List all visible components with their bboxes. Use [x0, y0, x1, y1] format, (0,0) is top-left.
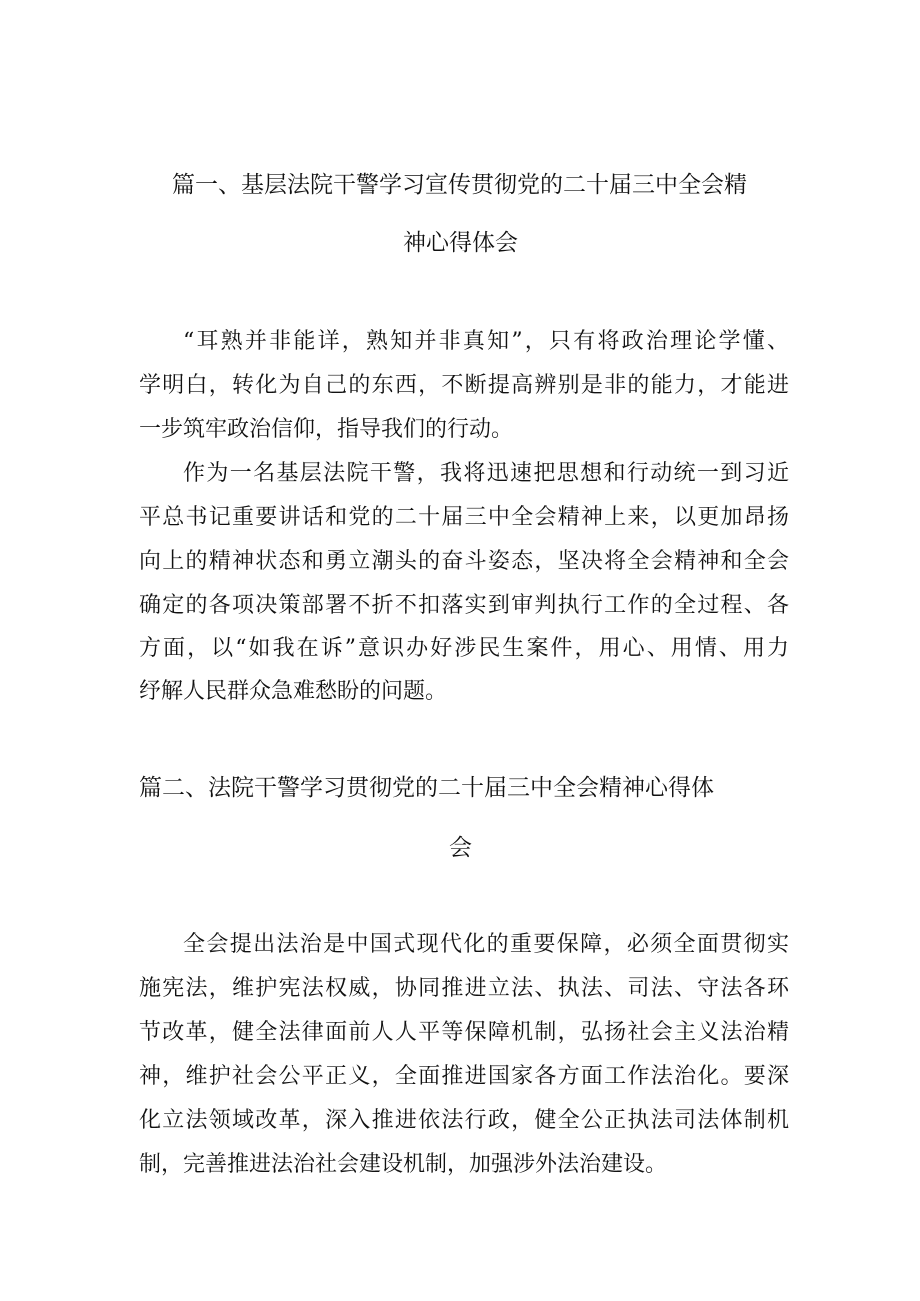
paragraph-line: 化立法领域改革，深入推进依法行政，健全公正执法司法体制机: [139, 1108, 789, 1133]
section2-title-line2: 会: [449, 835, 472, 861]
paragraph-line: 节改革，健全法律面前人人平等保障机制，弘扬社会主义法治精: [139, 1020, 789, 1045]
section1-title-line2: 神心得体会: [403, 230, 518, 256]
paragraph-line: 确定的各项决策部署不折不扣落实到审判执行工作的全过程、各: [139, 593, 789, 618]
paragraph-line: 学明白，转化为自己的东西，不断提高辨别是非的能力，才能进: [139, 373, 789, 398]
paragraph-line: 方面，以“如我在诉”意识办好涉民生案件，用心、用情、用力: [139, 636, 789, 661]
section2-title-line1: 篇二、法院干警学习贯彻党的二十届三中全会精神心得体: [139, 775, 714, 801]
paragraph-line: 全会提出法治是中国式现代化的重要保障，必须全面贯彻实: [183, 932, 789, 957]
paragraph-line: 向上的精神状态和勇立潮头的奋斗姿态，坚决将全会精神和全会: [139, 549, 789, 574]
paragraph-line: 施宪法，维护宪法权威，协同推进立法、执法、司法、守法各环: [139, 976, 789, 1001]
paragraph-line: 纾解人民群众急难愁盼的问题。: [139, 679, 448, 704]
paragraph-line: 作为一名基层法院干警，我将迅速把思想和行动统一到习近: [183, 461, 789, 486]
paragraph-line: “耳熟并非能详，熟知并非真知”，只有将政治理论学懂、: [183, 329, 789, 354]
paragraph-line: 平总书记重要讲话和党的二十届三中全会精神上来，以更加昂扬: [139, 505, 789, 530]
paragraph-line: 一步筑牢政治信仰，指导我们的行动。: [139, 417, 514, 442]
paragraph-line: 制，完善推进法治社会建设机制，加强涉外法治建设。: [139, 1152, 668, 1177]
section1-title-line1: 篇一、基层法院干警学习宣传贯彻党的二十届三中全会精: [172, 172, 747, 198]
paragraph-line: 神，维护社会公平正义，全面推进国家各方面工作法治化。要深: [139, 1064, 789, 1089]
